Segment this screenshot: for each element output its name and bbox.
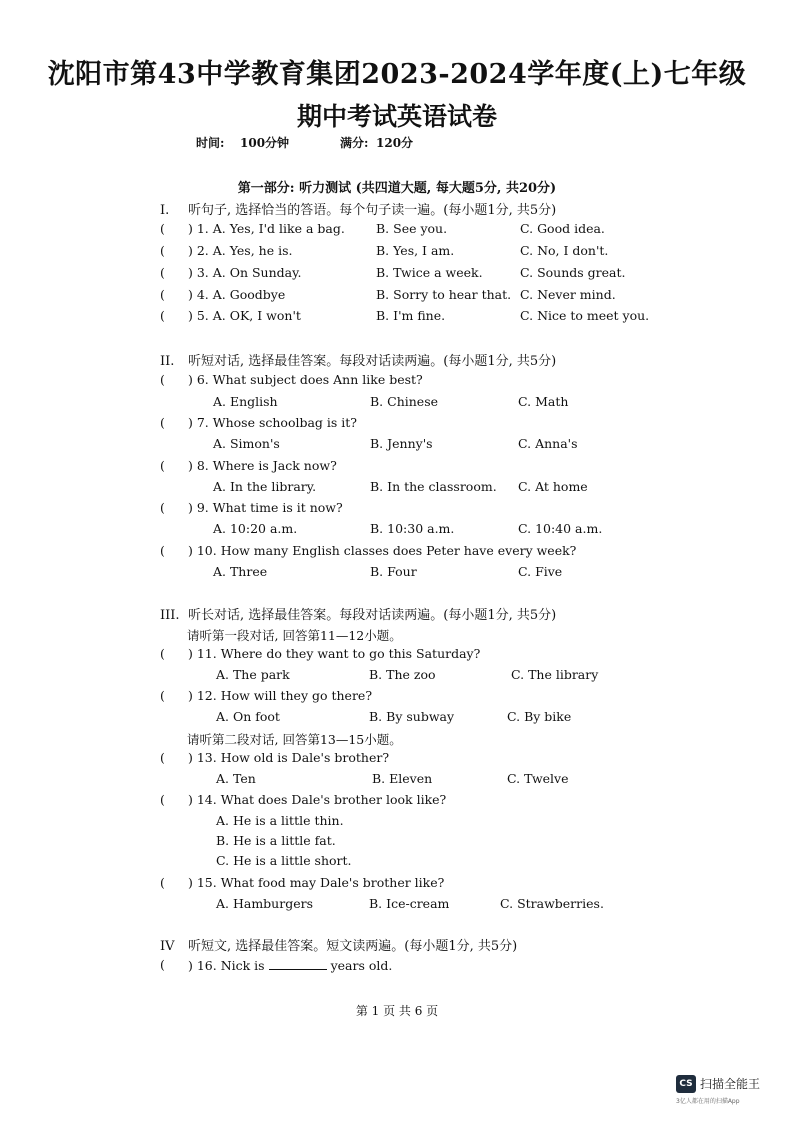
option-b: B. In the classroom.: [370, 479, 497, 494]
section4-heading: [160, 935, 517, 954]
answer-paren: (: [160, 500, 165, 515]
answer-paren: (: [160, 792, 165, 807]
option-a: A. The park: [216, 667, 290, 682]
option-c: C. Twelve: [507, 771, 569, 786]
question-16-suffix: years old.: [330, 958, 393, 973]
scanner-watermark: [676, 1075, 786, 1109]
camscanner-logo-icon: CS: [676, 1075, 696, 1093]
answer-paren: (: [160, 287, 165, 302]
option-c: C. No, I don't.: [520, 243, 609, 258]
time-label: 时间:: [196, 136, 225, 150]
answer-paren: (: [160, 646, 165, 661]
answer-paren: (: [160, 875, 165, 890]
option-b: B. He is a little fat.: [216, 833, 336, 848]
score-label: 满分:: [340, 136, 369, 150]
option-c: C. Strawberries.: [500, 896, 604, 911]
question-13: ) 13. How old is Dale's brother?: [188, 750, 390, 765]
question-6: ) 6. What subject does Ann like best?: [188, 372, 423, 387]
option-b: B. I'm fine.: [376, 308, 446, 323]
option-c: C. 10:40 a.m.: [518, 521, 603, 536]
part1-heading: 第一部分: 听力测试 (共四道大题, 每大题5分, 共20分): [237, 181, 557, 196]
option-c: C. At home: [518, 479, 588, 494]
section-instruction: 听长对话, 选择最佳答案。每段对话读两遍。(每小题1分, 共5分): [188, 608, 557, 623]
option-c: C. By bike: [507, 709, 572, 724]
option-c: C. Good idea.: [520, 221, 605, 236]
question-1: ) 1. A. Yes, I'd like a bag.: [188, 221, 345, 236]
score-value: 120分: [376, 136, 414, 150]
option-c: C. Anna's: [518, 436, 578, 451]
answer-paren: (: [160, 957, 165, 972]
option-a: A. Simon's: [213, 436, 280, 451]
option-c: C. Never mind.: [520, 287, 616, 302]
answer-paren: (: [160, 221, 165, 236]
answer-paren: (: [160, 458, 165, 473]
section-number: IV: [160, 939, 175, 954]
option-b: B. Jenny's: [370, 436, 433, 451]
option-b: B. Chinese: [370, 394, 439, 409]
option-c: C. Nice to meet you.: [520, 308, 650, 323]
answer-paren: (: [160, 372, 165, 387]
time-value: 100分钟: [240, 136, 290, 150]
section-instruction: 听短文, 选择最佳答案。短文读两遍。(每小题1分, 共5分): [188, 939, 518, 954]
question-2: ) 2. A. Yes, he is.: [188, 243, 293, 258]
question-14: ) 14. What does Dale's brother look like?: [188, 792, 447, 807]
watermark-app-name: 扫描全能王: [700, 1077, 761, 1091]
question-11: ) 11. Where do they want to go this Saturday?: [188, 646, 481, 661]
answer-paren: (: [160, 543, 165, 558]
option-a: A. Ten: [216, 771, 256, 786]
answer-paren: (: [160, 243, 165, 258]
option-b: B. Eleven: [372, 771, 433, 786]
question-16: [188, 957, 392, 975]
question-4: ) 4. A. Goodbye: [188, 287, 286, 302]
section-instruction: 听句子, 选择恰当的答语。每个句子读一遍。(每小题1分, 共5分): [188, 203, 557, 218]
answer-blank: [269, 957, 327, 970]
option-c: C. He is a little short.: [216, 853, 352, 868]
page-footer: 第 1 页 共 6 页: [355, 1004, 439, 1018]
question-5: ) 5. A. OK, I won't: [188, 308, 301, 323]
section-number: II.: [160, 354, 175, 369]
question-8: ) 8. Where is Jack now?: [188, 458, 337, 473]
option-a: A. In the library.: [213, 479, 317, 494]
question-16-prefix: ) 16. Nick is: [188, 958, 265, 973]
answer-paren: (: [160, 265, 165, 280]
exam-title-line2: 期中考试英语试卷: [296, 102, 497, 131]
option-b: B. 10:30 a.m.: [370, 521, 455, 536]
section-number: I.: [160, 203, 170, 218]
option-c: C. Sounds great.: [520, 265, 626, 280]
option-a: A. Three: [213, 564, 268, 579]
option-b: B. Sorry to hear that.: [376, 287, 512, 302]
exam-title-line1: 沈阳市第43中学教育集团2023-2024学年度(上)七年级: [47, 59, 747, 90]
option-b: B. Ice-cream: [369, 896, 450, 911]
section1-heading: [160, 199, 556, 218]
option-a: A. 10:20 a.m.: [213, 521, 298, 536]
option-b: B. Four: [370, 564, 417, 579]
question-7: ) 7. Whose schoolbag is it?: [188, 415, 358, 430]
section3-sub2: 请听第二段对话, 回答第13—15小题。: [187, 732, 402, 747]
option-c: C. The library: [511, 667, 599, 682]
option-a: A. English: [213, 394, 278, 409]
option-b: B. By subway: [369, 709, 455, 724]
option-b: B. Yes, I am.: [376, 243, 455, 258]
answer-paren: (: [160, 750, 165, 765]
question-12: ) 12. How will they go there?: [188, 688, 373, 703]
section-number: III.: [160, 608, 180, 623]
section-instruction: 听短对话, 选择最佳答案。每段对话读两遍。(每小题1分, 共5分): [188, 354, 557, 369]
section3-sub1: 请听第一段对话, 回答第11—12小题。: [187, 628, 402, 643]
option-c: C. Five: [518, 564, 563, 579]
option-b: B. See you.: [376, 221, 448, 236]
option-a: A. Hamburgers: [216, 896, 313, 911]
option-b: B. Twice a week.: [376, 265, 483, 280]
option-b: B. The zoo: [369, 667, 436, 682]
question-9: ) 9. What time is it now?: [188, 500, 343, 515]
question-3: ) 3. A. On Sunday.: [188, 265, 302, 280]
answer-paren: (: [160, 308, 165, 323]
question-15: ) 15. What food may Dale's brother like?: [188, 875, 445, 890]
option-c: C. Math: [518, 394, 569, 409]
option-a: A. On foot: [216, 709, 280, 724]
watermark-tagline: 3亿人都在用的扫描App: [676, 1098, 740, 1105]
option-a: A. He is a little thin.: [216, 813, 344, 828]
answer-paren: (: [160, 415, 165, 430]
section2-heading: [160, 350, 556, 369]
section3-heading: [160, 604, 556, 623]
answer-paren: (: [160, 688, 165, 703]
question-10: ) 10. How many English classes does Peter have every week?: [188, 543, 577, 558]
